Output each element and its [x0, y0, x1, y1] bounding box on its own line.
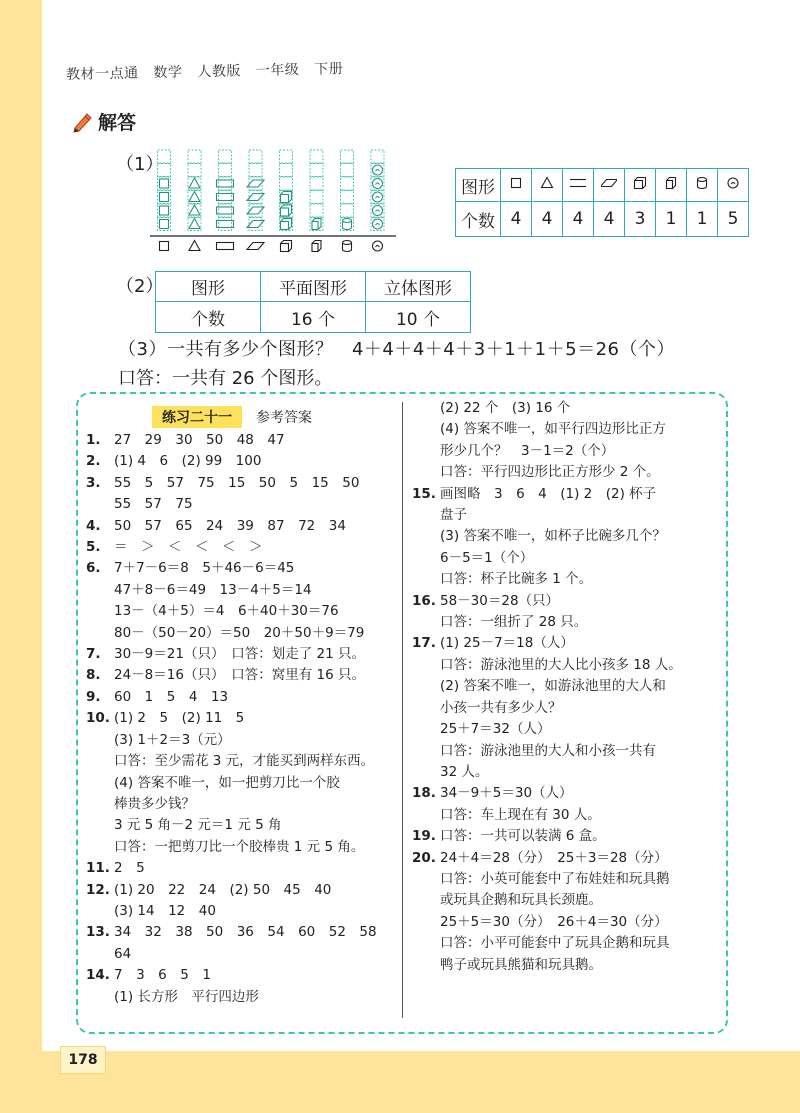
- answer-line: [86, 773, 396, 794]
- pictograph-mark-rectangle: [217, 194, 234, 201]
- question-number: 17.: [412, 635, 436, 652]
- answer-text: 盘子: [440, 507, 467, 524]
- pictograph-mark-triangle: [189, 219, 200, 229]
- question-number: 3.: [86, 474, 101, 491]
- answer-text: 口答：游泳池里的大人和小孩一共有: [440, 742, 656, 759]
- answer-text: (4) 答案不唯一，如平行四边形比正方: [440, 421, 666, 438]
- answer-line: [412, 826, 718, 847]
- question-number: 15.: [412, 485, 436, 502]
- pictograph-empty-cell: [310, 191, 323, 204]
- pictograph-empty-cell: [280, 164, 293, 177]
- answer-line: [412, 783, 718, 804]
- part3-answer: 口答：一共有 26 个图形。: [118, 368, 333, 389]
- cuboid-icon: [663, 175, 679, 191]
- pictograph-empty-cell: [310, 177, 323, 190]
- answer-text: 口答：车上现在有 30 人。: [440, 806, 601, 823]
- part1-table-count: 4: [594, 202, 625, 237]
- pictograph-mark-parallelogram: [247, 180, 264, 187]
- answer-text: 24－8＝16（只） 口答：窝里有 16 只。: [114, 667, 365, 684]
- pictograph-empty-cell: [219, 164, 232, 177]
- pictograph-mark-square: [160, 179, 169, 188]
- answer-text: 口答：至少需花 3 元，才能买到两样东西。: [114, 753, 375, 770]
- answer-line: [86, 601, 396, 622]
- answer-line: [86, 516, 396, 537]
- answer-line: [86, 837, 396, 858]
- part2-label: （2）: [116, 276, 164, 297]
- question-number: 18.: [412, 785, 436, 802]
- answers-left-column: [86, 404, 396, 1008]
- answer-text: 80－（50－20）＝50 20＋50＋9＝79: [114, 624, 365, 641]
- answer-line: [412, 762, 718, 783]
- answer-line: [412, 698, 718, 719]
- answer-line: [86, 922, 396, 943]
- part1-table-shape-parallelogram: [594, 169, 625, 202]
- pictograph-key-cuboid: [312, 241, 321, 252]
- square-icon: [508, 175, 524, 191]
- pictograph-empty-cell: [249, 204, 262, 217]
- answer-line: [86, 580, 396, 601]
- answer-line: [412, 548, 718, 569]
- answer-text: (2) 22 个 (3) 16 个: [440, 400, 571, 416]
- part1-table-shape-row: [456, 169, 749, 202]
- answer-text: (1) 20 22 24 (2) 50 45 40: [114, 881, 332, 898]
- pictograph-empty-cell: [371, 150, 384, 163]
- answer-line: [412, 505, 718, 526]
- pictograph-empty-cell: [249, 177, 262, 190]
- cube-icon: [632, 175, 648, 191]
- part1-table-count: 4: [532, 202, 563, 237]
- pictograph-empty-cell: [280, 177, 293, 190]
- answer-line: [86, 623, 396, 644]
- pictograph-empty-cell: [310, 164, 323, 177]
- answer-text: 小孩一共有多少人？: [440, 699, 562, 716]
- answer-line: [86, 537, 396, 558]
- answer-text: ＝ ＞ ＜ ＜ ＜ ＞: [114, 539, 263, 556]
- question-number: 5.: [86, 539, 101, 556]
- answer-line: [412, 526, 718, 547]
- answer-line: [412, 612, 718, 633]
- answer-text: (2) 答案不唯一，如游泳池里的大人和: [440, 678, 666, 695]
- header-volume: 下册: [314, 61, 344, 78]
- pictograph-empty-cell: [341, 191, 354, 204]
- pictograph-mark-triangle: [189, 178, 200, 188]
- pictograph-mark-cylinder: [343, 219, 352, 230]
- answer-line: [86, 751, 396, 772]
- header-edition: 人教版: [197, 63, 242, 81]
- header-subject: 数学: [153, 64, 183, 82]
- pictograph-empty-cell: [310, 150, 323, 163]
- answer-line: [412, 676, 718, 697]
- answer-text: 口答：杯子比碗多 1 个。: [440, 571, 593, 588]
- pictograph-mark-sphere: [373, 165, 383, 175]
- answer-line: [412, 933, 718, 954]
- pictograph-mark-rectangle: [217, 207, 234, 214]
- answer-text: 口答：小平可能套中了玩具企鹅和玩具: [440, 935, 670, 952]
- pictograph-mark-sphere: [373, 219, 383, 229]
- answer-line: [86, 901, 396, 922]
- pictograph-mark-sphere: [373, 206, 383, 216]
- answer-text: 32 人。: [440, 763, 489, 780]
- answer-line: [86, 858, 396, 879]
- question-number: 12.: [86, 881, 110, 898]
- question-number: 13.: [86, 924, 110, 941]
- pictograph-empty-cell: [310, 204, 323, 217]
- question-number: 6.: [86, 560, 101, 577]
- pictograph-mark-sphere: [373, 192, 383, 202]
- part1-table-count: 1: [656, 202, 687, 237]
- pictograph-mark-parallelogram: [247, 221, 264, 228]
- question-number: 16.: [412, 592, 436, 609]
- answer-text: 7 3 6 5 1: [114, 967, 211, 984]
- answer-line: [412, 419, 718, 440]
- answer-text: 2 5: [114, 860, 145, 877]
- pictograph-mark-sphere: [373, 179, 383, 189]
- parallelogram-icon: [601, 175, 617, 191]
- question-number: 2.: [86, 453, 101, 470]
- part2-plane-count: 16 个: [261, 302, 366, 333]
- answer-text: 30－9＝21（只） 口答：划走了 21 只。: [114, 646, 365, 663]
- answer-line: [86, 430, 396, 451]
- answer-text: (3) 14 12 40: [114, 902, 216, 919]
- part1-table-shape-rectangle: [563, 169, 594, 202]
- part1-table-shape-cube: [625, 169, 656, 202]
- part1-table-count: 4: [501, 202, 532, 237]
- pictograph-mark-square: [160, 193, 169, 202]
- answer-line: [412, 591, 718, 612]
- pictograph-empty-cell: [280, 150, 293, 163]
- part1-table-shape-cuboid: [656, 169, 687, 202]
- part2-header-plane: 平面图形: [261, 272, 366, 302]
- part3-equation: （3）一共有多少个图形？ 4＋4＋4＋4＋3＋1＋1＋5＝26（个）: [118, 339, 675, 360]
- pictograph-empty-cell: [249, 150, 262, 163]
- pictograph-mark-rectangle: [217, 221, 234, 228]
- pictograph-mark-cuboid: [312, 219, 321, 230]
- answer-line: [412, 462, 718, 483]
- answer-text: 47＋8－6＝49 13－4＋5＝14: [114, 581, 312, 598]
- pictograph-mark-triangle: [189, 205, 200, 215]
- part1-table-count: 5: [718, 202, 749, 237]
- pictograph-empty-cell: [158, 150, 171, 163]
- pictograph-empty-cell: [341, 177, 354, 190]
- pictograph-empty-cell: [158, 164, 171, 177]
- pictograph-empty-cell: [219, 218, 232, 231]
- answer-line: [86, 794, 396, 815]
- section-title-text: 解答: [98, 112, 137, 134]
- question-number: 14.: [86, 967, 110, 984]
- answer-text: 13－（4＋5）＝4 6＋40＋30＝76: [114, 603, 339, 620]
- pictograph-empty-cell: [280, 204, 293, 217]
- left-color-band: [0, 0, 42, 1113]
- answer-text: (1) 长方形 平行四边形: [114, 988, 259, 1005]
- question-number: 20.: [412, 849, 436, 866]
- part1-table-header-shape: 图形: [456, 169, 501, 202]
- question-number: 4.: [86, 517, 101, 534]
- answer-line: [86, 558, 396, 579]
- answer-text: 34 32 38 50 36 54 60 52 58: [114, 924, 377, 941]
- pictograph-empty-cell: [188, 164, 201, 177]
- answer-line: [412, 805, 718, 826]
- answer-line: [412, 569, 718, 590]
- answer-text: (3) 1＋2＝3（元）: [114, 731, 231, 748]
- answer-line: [86, 965, 396, 986]
- answer-line: [412, 719, 718, 740]
- bottom-color-band: [0, 1051, 800, 1113]
- pictograph-key-cube: [281, 241, 292, 252]
- answer-line: [86, 665, 396, 686]
- answer-text: 形少几个？ 3－1＝2（个）: [440, 442, 615, 459]
- pictograph-empty-cell: [249, 191, 262, 204]
- question-number: 8.: [86, 667, 101, 684]
- part1-label: （1）: [116, 154, 164, 175]
- column-divider: [402, 402, 403, 1018]
- answer-line: [86, 880, 396, 901]
- page-number: 178: [60, 1046, 106, 1074]
- answer-text: 口答：一组折了 28 只。: [440, 614, 588, 631]
- answer-text: (4) 答案不唯一，如一把剪刀比一个胶: [114, 774, 340, 791]
- answer-text: 口答：一把剪刀比一个胶棒贵 1 元 5 角。: [114, 838, 365, 855]
- answer-line: [86, 987, 396, 1008]
- part1-table-count: 4: [563, 202, 594, 237]
- pictograph-empty-cell: [341, 150, 354, 163]
- answer-text: 口答：一共可以装满 6 盒。: [440, 828, 606, 845]
- question-number: 10.: [86, 710, 110, 727]
- sphere-icon: [725, 175, 741, 191]
- answer-line: [86, 644, 396, 665]
- answer-line: [412, 441, 718, 462]
- answer-text: (1) 4 6 (2) 99 100: [114, 453, 262, 470]
- pictograph-empty-cell: [341, 204, 354, 217]
- answer-line: [412, 484, 718, 505]
- part2-table: [155, 271, 471, 333]
- exercise-title: 练习二十一: [152, 406, 242, 428]
- answer-text: (3) 答案不唯一，如杯子比碗多几个？: [440, 528, 666, 545]
- exercise-subtitle: 参考答案: [256, 410, 312, 426]
- answer-line: [412, 955, 718, 976]
- pictograph-chart: [150, 146, 400, 256]
- pictograph-mark-square: [160, 206, 169, 215]
- question-number: 9.: [86, 688, 101, 705]
- pictograph-key-sphere: [373, 241, 383, 251]
- answer-text: 24＋4＝28（分） 25＋3＝28（分）: [440, 849, 668, 866]
- part1-table-count: 3: [625, 202, 656, 237]
- answer-text: 25＋7＝32（人）: [440, 721, 551, 738]
- answer-line: [86, 730, 396, 751]
- pictograph-key-parallelogram: [247, 243, 264, 250]
- answer-line: [412, 912, 718, 933]
- answer-text: 口答：小英可能套中了布娃娃和玩具鹅: [440, 870, 670, 887]
- answer-text: (1) 25－7＝18（人）: [440, 635, 574, 652]
- part2-row-count-label: 个数: [156, 302, 261, 333]
- answer-text: 口答：游泳池里的大人比小孩多 18 人。: [440, 656, 682, 673]
- part1-table-shape-cylinder: [687, 169, 718, 202]
- triangle-icon: [539, 175, 555, 191]
- answer-text: 55 57 75: [114, 496, 193, 513]
- part1-table-shape-triangle: [532, 169, 563, 202]
- answers-heading: [152, 404, 396, 430]
- answer-text: 25＋5＝30（分） 26＋4＝30（分）: [440, 913, 668, 930]
- answer-line: [86, 451, 396, 472]
- pencil-icon: [72, 111, 94, 133]
- pictograph-empty-cell: [249, 218, 262, 231]
- pictograph-empty-cell: [188, 150, 201, 163]
- answer-line: [412, 655, 718, 676]
- question-number: 7.: [86, 646, 101, 663]
- answer-text: 64: [114, 945, 132, 962]
- pictograph-mark-square: [160, 220, 169, 229]
- section-title: [72, 108, 136, 135]
- pictograph-empty-cell: [219, 150, 232, 163]
- pictograph-key-rectangle: [217, 243, 234, 250]
- answer-line: [412, 869, 718, 890]
- answer-line: [86, 494, 396, 515]
- answer-text: 口答：平行四边形比正方形少 2 个。: [440, 464, 660, 481]
- answer-text: 34－9＋5＝30（人）: [440, 785, 573, 802]
- pictograph-empty-cell: [219, 204, 232, 217]
- answers-right-column: [412, 398, 718, 976]
- part1-table-header-count: 个数: [456, 202, 501, 237]
- answer-text: 58－30＝28（只）: [440, 592, 560, 609]
- pictograph-mark-cube: [281, 205, 292, 216]
- pictograph-key-triangle: [189, 241, 200, 251]
- pictograph-mark-rectangle: [217, 180, 234, 187]
- answer-line: [412, 633, 718, 654]
- answer-text: 27 29 30 50 48 47: [114, 432, 285, 448]
- answer-line: [412, 398, 718, 419]
- pictograph-mark-triangle: [189, 192, 200, 202]
- answer-text: 50 57 65 24 39 87 72 34: [114, 517, 346, 534]
- pictograph-key-cylinder: [343, 241, 352, 252]
- answer-line: [412, 741, 718, 762]
- pictograph-mark-cube: [281, 219, 292, 230]
- question-number: 1.: [86, 432, 101, 448]
- answer-line: [86, 473, 396, 494]
- question-number: 19.: [412, 828, 436, 845]
- header-book: 教材一点通: [65, 65, 139, 83]
- answer-line: [86, 708, 396, 729]
- pictograph-empty-cell: [219, 177, 232, 190]
- answer-text: 6－5＝1（个）: [440, 549, 534, 566]
- answer-text: 画图略 3 6 4 (1) 2 (2) 杯子: [440, 485, 657, 502]
- answer-line: [86, 944, 396, 965]
- question-number: 11.: [86, 860, 110, 877]
- part1-table-shape-sphere: [718, 169, 749, 202]
- answer-text: 棒贵多少钱？: [114, 795, 195, 812]
- part2-header-shape: 图形: [156, 272, 261, 302]
- pictograph-empty-cell: [219, 191, 232, 204]
- answer-line: [86, 815, 396, 836]
- pictograph-empty-cell: [341, 164, 354, 177]
- answer-text: 60 1 5 4 13: [114, 688, 229, 705]
- answer-line: [412, 890, 718, 911]
- answer-text: 或玩具企鹅和玩具长颈鹿。: [440, 892, 602, 909]
- part2-solid-count: 10 个: [366, 302, 471, 333]
- part1-table-count: 1: [687, 202, 718, 237]
- answer-text: 55 5 57 75 15 50 5 15 50: [114, 474, 360, 491]
- pictograph-mark-parallelogram: [247, 207, 264, 214]
- answer-text: 3 元 5 角－2 元＝1 元 5 角: [114, 817, 282, 834]
- pictograph-mark-parallelogram: [247, 194, 264, 201]
- part1-table-count-row: [456, 202, 749, 237]
- header-grade: 一年级: [255, 62, 300, 80]
- part2-header-solid: 立体图形: [366, 272, 471, 302]
- cylinder-icon: [694, 175, 710, 191]
- answer-text: (1) 2 5 (2) 11 5: [114, 710, 245, 727]
- answer-line: [86, 687, 396, 708]
- pictograph-empty-cell: [280, 191, 293, 204]
- answer-line: [412, 848, 718, 869]
- pictograph-empty-cell: [249, 164, 262, 177]
- pictograph-key-square: [160, 242, 169, 251]
- answer-text: 7＋7－6＝8 5＋46－6＝45: [114, 560, 295, 577]
- pictograph-empty-cell: [280, 218, 293, 231]
- pictograph-mark-cube: [281, 192, 292, 203]
- rectangle-icon: [570, 175, 586, 191]
- part1-table: [455, 168, 749, 237]
- answer-text: 鸭子或玩具熊猫和玩具鹅。: [440, 956, 602, 973]
- part1-table-shape-square: [501, 169, 532, 202]
